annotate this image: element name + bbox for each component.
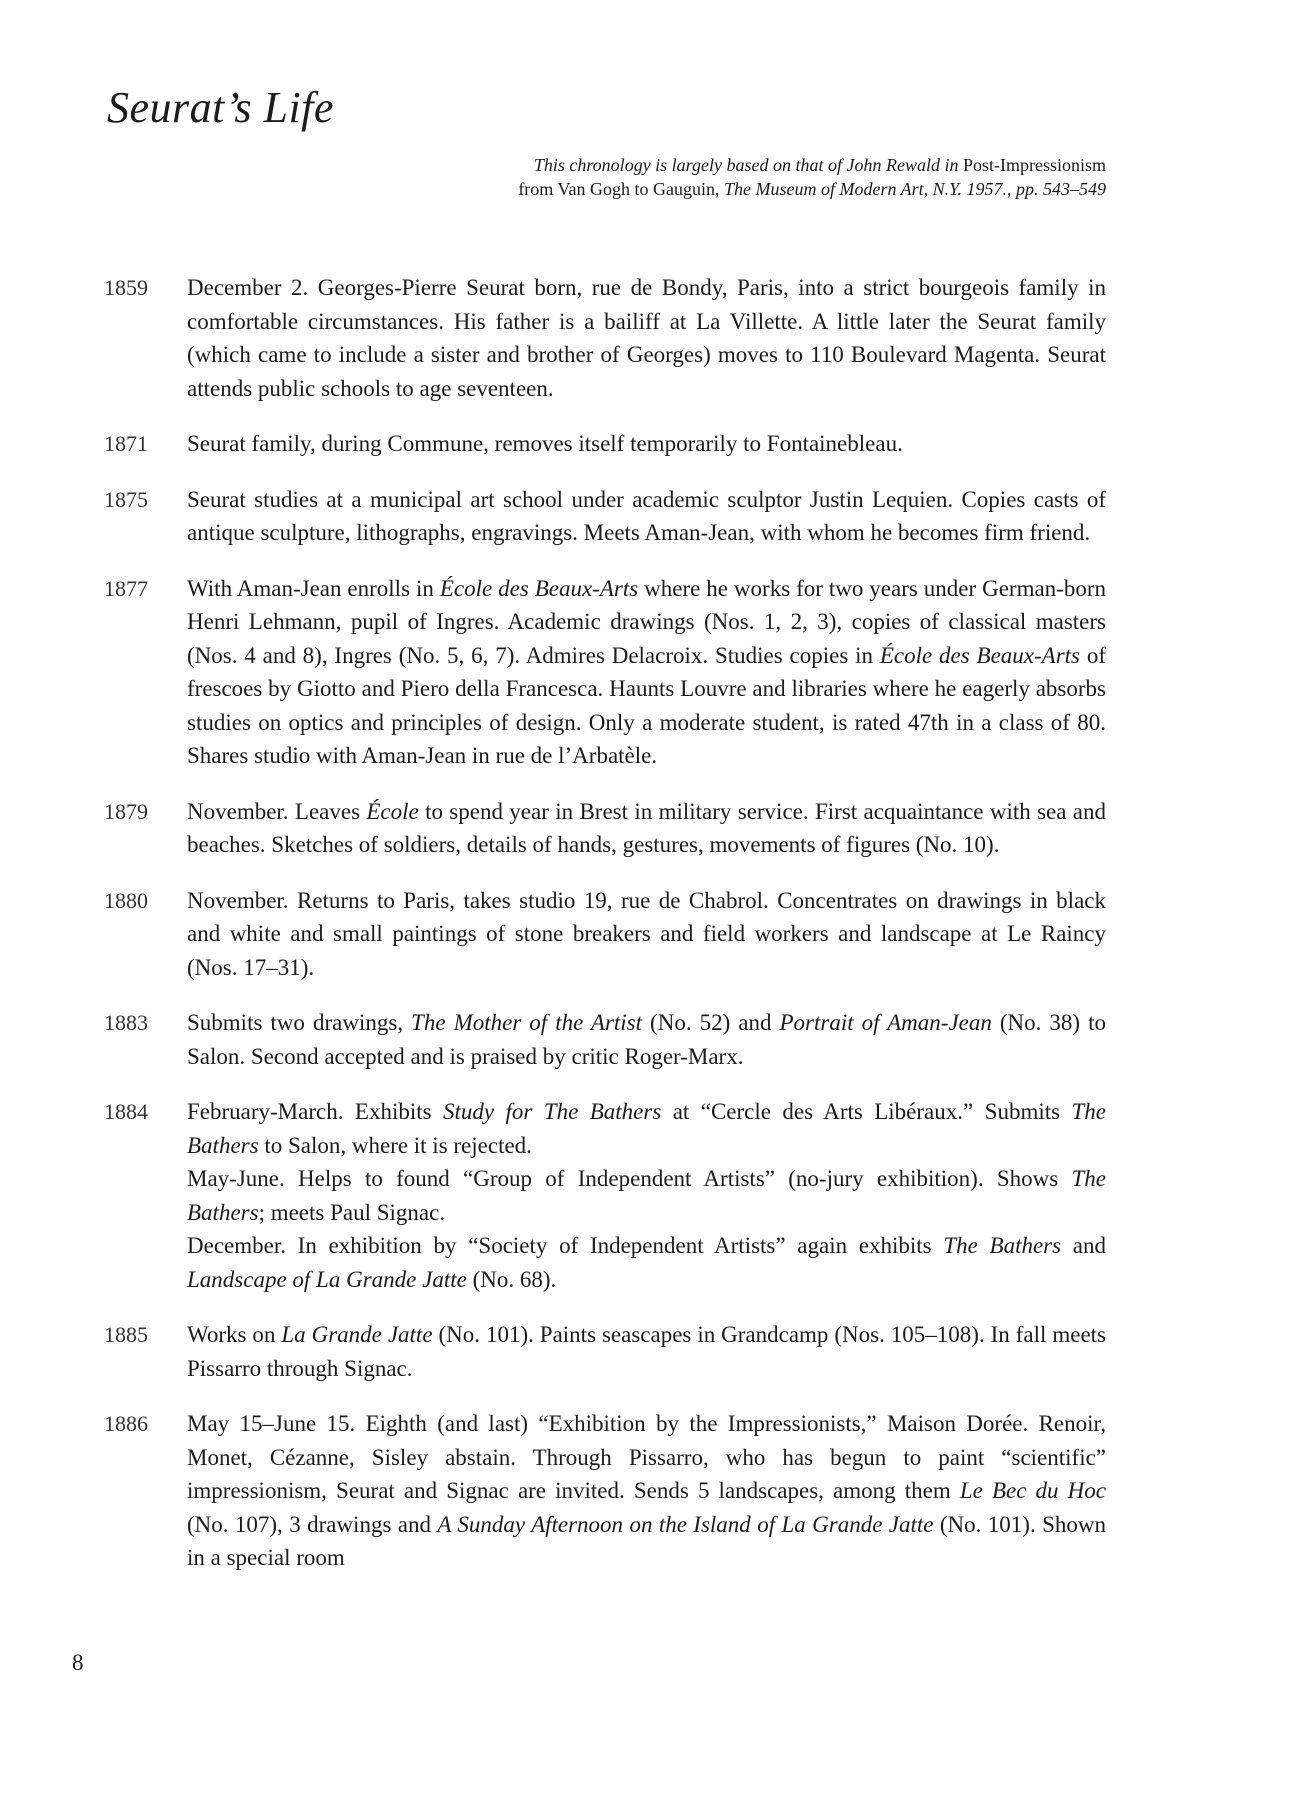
entry-year: 1886 xyxy=(104,1411,148,1436)
text-run: November. Returns to Paris, takes studio 19, rue de Chabrol. Concentrates on drawings in black and white and small paintings of stone breakers and field workers and landscape at Le Raincy (Nos. 17–31). xyxy=(187,887,1106,980)
entry-text xyxy=(187,1407,1106,1575)
italic-title: Landscape of La Grande Jatte xyxy=(187,1266,467,1292)
entry-paragraph xyxy=(187,1006,1106,1073)
entry-paragraph xyxy=(187,1095,1106,1162)
entry-paragraph xyxy=(187,427,1106,461)
chronology-list xyxy=(104,271,1106,1597)
chronology-entry xyxy=(104,427,1106,461)
chronology-entry xyxy=(104,1318,1106,1385)
text-run: of frescoes by Giotto and Piero della Francesca. Haunts Louvre and libraries where he eagerly absorbs studies on optics and principles of design. Only a moderate student, is rated 47th in a class of 80. Shares studio with Aman-Jean in rue de l’Arbatèle. xyxy=(187,642,1106,768)
entry-text xyxy=(187,1318,1106,1385)
italic-title: A Sunday Afternoon on the Island of La Grande Jatte xyxy=(437,1511,934,1537)
entry-paragraph xyxy=(187,1162,1106,1229)
chronology-entry xyxy=(104,572,1106,773)
entry-paragraph xyxy=(187,1407,1106,1575)
chronology-entry xyxy=(104,483,1106,550)
source-book-title: Post-Impressionism xyxy=(958,155,1106,175)
italic-title: Portrait of Aman-Jean xyxy=(779,1010,992,1035)
text-run: Seurat family, during Commune, removes itself temporarily to Fontainebleau. xyxy=(187,431,903,456)
entry-year: 1884 xyxy=(104,1099,148,1124)
entry-paragraph xyxy=(187,1229,1106,1296)
italic-title: The Bathers xyxy=(187,1099,1106,1158)
text-run: With Aman-Jean enrolls in xyxy=(187,575,440,601)
entry-text xyxy=(187,483,1106,550)
entry-text xyxy=(187,427,1106,461)
source-note-text: This chronology is largely based on that of John Rewald in xyxy=(533,155,959,175)
italic-title: The Mother of the Artist xyxy=(411,1010,643,1035)
italic-title: École des Beaux-Arts xyxy=(439,575,639,601)
text-run: at “Cercle des Arts Libéraux.” Submits xyxy=(661,1099,1072,1124)
italic-title: The Bathers xyxy=(943,1233,1062,1258)
entry-text xyxy=(187,1006,1106,1073)
italic-title: École des Beaux-Arts xyxy=(879,642,1080,668)
entry-year: 1871 xyxy=(104,431,148,456)
page-number: 8 xyxy=(72,1650,84,1675)
chronology-entry xyxy=(104,795,1106,862)
source-book-title-cont: from Van Gogh to Gauguin, xyxy=(518,179,724,199)
source-publisher: The Museum of Modern Art, N.Y. 1957., pp. 543–549 xyxy=(723,179,1106,199)
text-run: Submits two drawings, xyxy=(187,1010,412,1035)
text-run: (No. 101). Paints seascapes in Grandcamp (Nos. 105–108). In fall meets Pissarro through Signac. xyxy=(187,1322,1106,1381)
text-run: (No. 107), 3 drawings and xyxy=(187,1511,438,1537)
entry-year: 1875 xyxy=(104,486,148,512)
text-run: to Salon, where it is rejected. xyxy=(258,1132,532,1158)
entry-paragraph xyxy=(187,1318,1106,1385)
entry-paragraph xyxy=(187,795,1106,862)
entry-text xyxy=(187,271,1106,405)
entry-text xyxy=(187,1095,1106,1296)
chronology-entry xyxy=(104,1006,1106,1073)
italic-title: The Bathers xyxy=(187,1166,1106,1225)
entry-year: 1879 xyxy=(104,798,148,824)
text-run: (No. 68). xyxy=(466,1266,557,1292)
text-run: where he works for two years under German-born Henri Lehmann, pupil of Ingres. Academic drawings (Nos. 1, 2, 3), copies of classical masters (Nos. 4 and 8), Ingres (No. 5, 6, 7). Admires Delacroix. Studies copies in xyxy=(187,575,1106,668)
chronology-entry xyxy=(104,271,1106,405)
text-run: November. Leaves xyxy=(187,798,367,824)
chronology-entry xyxy=(104,1095,1106,1296)
text-run: December 2. Georges-Pierre Seurat born, rue de Bondy, Paris, into a strict bourgeois family in comfortable circumstances. His father is a bailiff at La Villette. A little later the Seurat family (which came to include a sister and brother of Georges) moves to 110 Boulevard Magenta. Seurat attends public schools to age seventeen. xyxy=(187,275,1106,401)
italic-title: Study for The Bathers xyxy=(443,1099,662,1124)
italic-title: Le Bec du Hoc xyxy=(959,1478,1106,1503)
entry-paragraph xyxy=(187,572,1106,773)
source-note xyxy=(326,153,1106,201)
entry-year: 1859 xyxy=(104,275,148,300)
chronology-entry xyxy=(104,1407,1106,1575)
text-run: to spend year in Brest in military service. First acquaintance with sea and beaches. Sketches of soldiers, details of hands, gestures, movements of figures (No. 10). xyxy=(187,798,1107,857)
italic-title: École xyxy=(366,798,419,824)
text-run: (No. 52) and xyxy=(642,1010,780,1035)
text-run: (No. 101). Shown in a special room xyxy=(187,1511,1106,1570)
text-run: Seurat studies at a municipal art school under academic sculptor Justin Lequien. Copies casts of antique sculpture, lithographs, engravings. Meets Aman-Jean, with whom he becomes firm friend. xyxy=(187,486,1106,545)
entry-year: 1880 xyxy=(104,887,148,913)
text-run: December. In exhibition by “Society of Independent Artists” again exhibits xyxy=(187,1233,944,1258)
chronology-entry xyxy=(104,884,1106,985)
text-run: February-March. Exhibits xyxy=(187,1099,443,1124)
entry-paragraph xyxy=(187,884,1106,985)
page-title: Seurat’s Life xyxy=(107,83,334,132)
entry-text xyxy=(187,795,1106,862)
entry-year: 1877 xyxy=(104,575,148,601)
text-run: (No. 38) to Salon. Second accepted and is praised by critic Roger-Marx. xyxy=(187,1010,1106,1069)
text-run: Works on xyxy=(187,1322,282,1347)
entry-text xyxy=(187,572,1106,773)
text-run: May 15–June 15. Eighth (and last) “Exhibition by the Impressionists,” Maison Dorée. Renoir, Monet, Cézanne, Sisley abstain. Through Pissarro, who has begun to paint “scientific” impressionism, Seurat and Signac are invited. Sends 5 landscapes, among them xyxy=(187,1411,1106,1503)
entry-year: 1885 xyxy=(104,1322,148,1347)
entry-paragraph xyxy=(187,271,1106,405)
text-run: May-June. Helps to found “Group of Independent Artists” (no-jury exhibition). Shows xyxy=(187,1166,1072,1191)
entry-text xyxy=(187,884,1106,985)
text-run: ; meets Paul Signac. xyxy=(258,1199,446,1225)
text-run: and xyxy=(1061,1233,1106,1258)
entry-year: 1883 xyxy=(104,1010,148,1035)
entry-paragraph xyxy=(187,483,1106,550)
italic-title: La Grande Jatte xyxy=(281,1322,433,1347)
